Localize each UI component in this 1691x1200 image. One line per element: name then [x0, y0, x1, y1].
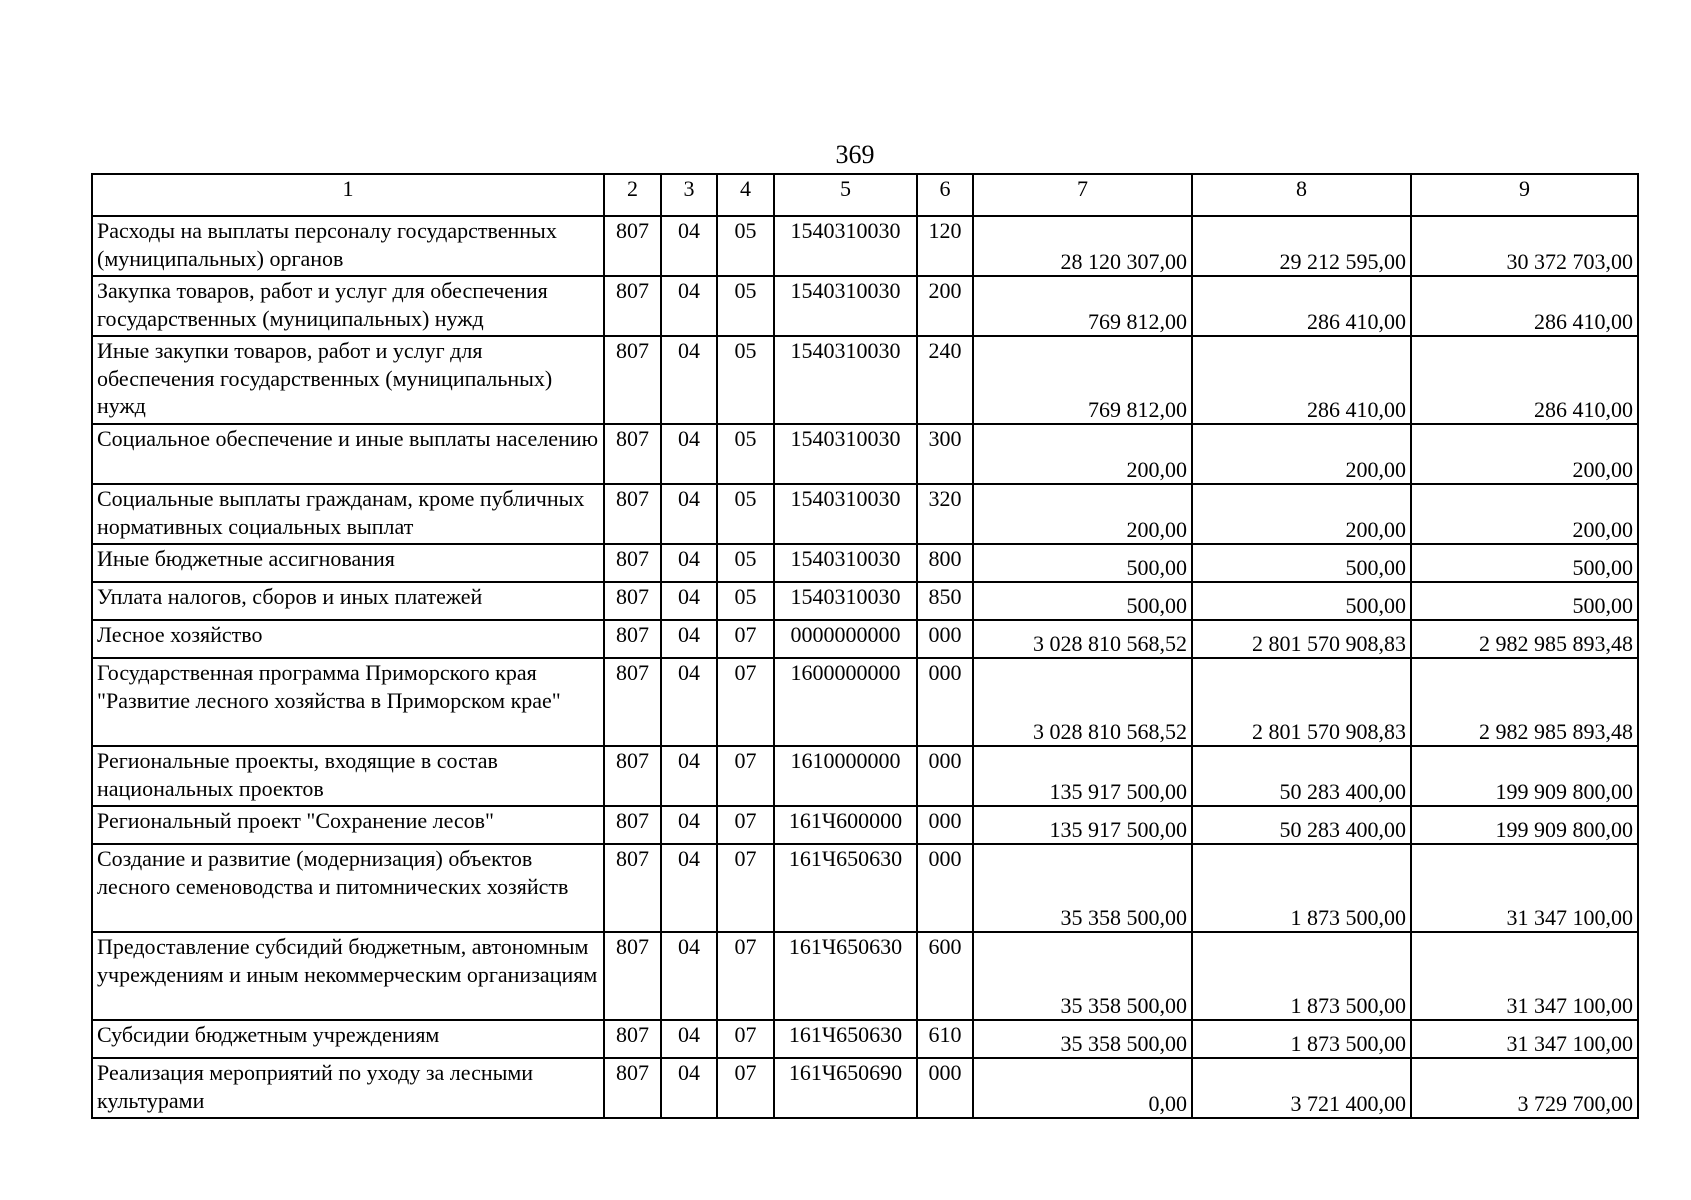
- table-row: [92, 544, 1638, 582]
- code-cell: 1540310030: [774, 276, 917, 336]
- code-cell: 04: [661, 746, 717, 806]
- code-cell: 04: [661, 806, 717, 844]
- table-row: [92, 806, 1638, 844]
- amount-cell: 31 347 100,00: [1411, 932, 1638, 1020]
- code-cell: 04: [661, 658, 717, 746]
- amount-cell: 2 801 570 908,83: [1192, 620, 1411, 658]
- code-cell: 610: [917, 1020, 973, 1058]
- row-name: Лесное хозяйство: [92, 620, 604, 658]
- code-cell: 04: [661, 336, 717, 424]
- amount-cell: 200,00: [1192, 424, 1411, 484]
- row-name: Субсидии бюджетным учреждениям: [92, 1020, 604, 1058]
- code-cell: 807: [604, 932, 661, 1020]
- amount-cell: 286 410,00: [1411, 276, 1638, 336]
- amount-cell: 3 028 810 568,52: [973, 620, 1192, 658]
- table-row: [92, 484, 1638, 544]
- amount-cell: 200,00: [1192, 484, 1411, 544]
- amount-cell: 500,00: [973, 544, 1192, 582]
- code-cell: 07: [717, 806, 774, 844]
- code-cell: 04: [661, 1058, 717, 1118]
- code-cell: 1600000000: [774, 658, 917, 746]
- table-row: [92, 658, 1638, 746]
- code-cell: 04: [661, 424, 717, 484]
- code-cell: 1540310030: [774, 484, 917, 544]
- code-cell: 1540310030: [774, 216, 917, 276]
- row-name: Социальное обеспечение и иные выплаты населению: [92, 424, 604, 484]
- amount-cell: 286 410,00: [1411, 336, 1638, 424]
- code-cell: 800: [917, 544, 973, 582]
- amount-cell: 500,00: [1411, 544, 1638, 582]
- code-cell: 807: [604, 1058, 661, 1118]
- code-cell: 05: [717, 336, 774, 424]
- amount-cell: 30 372 703,00: [1411, 216, 1638, 276]
- code-cell: 200: [917, 276, 973, 336]
- amount-cell: 286 410,00: [1192, 336, 1411, 424]
- amount-cell: 199 909 800,00: [1411, 806, 1638, 844]
- code-cell: 807: [604, 1020, 661, 1058]
- amount-cell: 500,00: [1192, 582, 1411, 620]
- code-cell: 04: [661, 484, 717, 544]
- code-cell: 05: [717, 216, 774, 276]
- amount-cell: 50 283 400,00: [1192, 806, 1411, 844]
- column-header: 7: [973, 174, 1192, 216]
- code-cell: 807: [604, 844, 661, 932]
- amount-cell: 199 909 800,00: [1411, 746, 1638, 806]
- code-cell: 161Ч650630: [774, 932, 917, 1020]
- code-cell: 05: [717, 424, 774, 484]
- code-cell: 000: [917, 806, 973, 844]
- amount-cell: 200,00: [973, 424, 1192, 484]
- code-cell: 600: [917, 932, 973, 1020]
- code-cell: 07: [717, 746, 774, 806]
- row-name: Реализация мероприятий по уходу за лесными культурами: [92, 1058, 604, 1118]
- code-cell: 05: [717, 276, 774, 336]
- column-header: 8: [1192, 174, 1411, 216]
- code-cell: 000: [917, 844, 973, 932]
- code-cell: 161Ч600000: [774, 806, 917, 844]
- amount-cell: 2 801 570 908,83: [1192, 658, 1411, 746]
- code-cell: 161Ч650690: [774, 1058, 917, 1118]
- code-cell: 07: [717, 658, 774, 746]
- amount-cell: 135 917 500,00: [973, 806, 1192, 844]
- header-row: [92, 174, 1638, 216]
- table-row: [92, 932, 1638, 1020]
- amount-cell: 35 358 500,00: [973, 1020, 1192, 1058]
- code-cell: 04: [661, 844, 717, 932]
- amount-cell: 769 812,00: [973, 276, 1192, 336]
- code-cell: 05: [717, 484, 774, 544]
- row-name: Уплата налогов, сборов и иных платежей: [92, 582, 604, 620]
- code-cell: 07: [717, 932, 774, 1020]
- amount-cell: 31 347 100,00: [1411, 1020, 1638, 1058]
- column-header: 9: [1411, 174, 1638, 216]
- code-cell: 240: [917, 336, 973, 424]
- budget-table: [91, 173, 1639, 1119]
- table-row: [92, 424, 1638, 484]
- code-cell: 161Ч650630: [774, 1020, 917, 1058]
- page-number: 369: [835, 140, 875, 169]
- row-name: Государственная программа Приморского края "Развитие лесного хозяйства в Приморском крае": [92, 658, 604, 746]
- code-cell: 850: [917, 582, 973, 620]
- amount-cell: 500,00: [1411, 582, 1638, 620]
- row-name: Расходы на выплаты персоналу государственных (муниципальных) органов: [92, 216, 604, 276]
- column-header: 3: [661, 174, 717, 216]
- amount-cell: 50 283 400,00: [1192, 746, 1411, 806]
- table-row: [92, 336, 1638, 424]
- amount-cell: 500,00: [1192, 544, 1411, 582]
- code-cell: 320: [917, 484, 973, 544]
- code-cell: 04: [661, 620, 717, 658]
- table-row: [92, 620, 1638, 658]
- amount-cell: 200,00: [1411, 424, 1638, 484]
- row-name: Предоставление субсидий бюджетным, автономным учреждениям и иным некоммерческим организациям: [92, 932, 604, 1020]
- code-cell: 0000000000: [774, 620, 917, 658]
- amount-cell: 35 358 500,00: [973, 932, 1192, 1020]
- amount-cell: 200,00: [1411, 484, 1638, 544]
- code-cell: 04: [661, 216, 717, 276]
- code-cell: 807: [604, 216, 661, 276]
- amount-cell: 28 120 307,00: [973, 216, 1192, 276]
- table-row: [92, 216, 1638, 276]
- code-cell: 07: [717, 1020, 774, 1058]
- code-cell: 807: [604, 806, 661, 844]
- table-row: [92, 746, 1638, 806]
- column-header: 1: [92, 174, 604, 216]
- table-row: [92, 276, 1638, 336]
- amount-cell: 31 347 100,00: [1411, 844, 1638, 932]
- code-cell: 04: [661, 544, 717, 582]
- code-cell: 05: [717, 544, 774, 582]
- row-name: Создание и развитие (модернизация) объектов лесного семеноводства и питомнических хозяйств: [92, 844, 604, 932]
- code-cell: 04: [661, 582, 717, 620]
- code-cell: 000: [917, 658, 973, 746]
- code-cell: 04: [661, 932, 717, 1020]
- amount-cell: 500,00: [973, 582, 1192, 620]
- amount-cell: 0,00: [973, 1058, 1192, 1118]
- code-cell: 1540310030: [774, 424, 917, 484]
- code-cell: 07: [717, 620, 774, 658]
- code-cell: 000: [917, 620, 973, 658]
- code-cell: 04: [661, 276, 717, 336]
- amount-cell: 769 812,00: [973, 336, 1192, 424]
- amount-cell: 1 873 500,00: [1192, 1020, 1411, 1058]
- amount-cell: 200,00: [973, 484, 1192, 544]
- code-cell: 807: [604, 544, 661, 582]
- amount-cell: 3 721 400,00: [1192, 1058, 1411, 1118]
- code-cell: 1540310030: [774, 544, 917, 582]
- amount-cell: 29 212 595,00: [1192, 216, 1411, 276]
- row-name: Социальные выплаты гражданам, кроме публичных нормативных социальных выплат: [92, 484, 604, 544]
- amount-cell: 2 982 985 893,48: [1411, 658, 1638, 746]
- code-cell: 161Ч650630: [774, 844, 917, 932]
- table-row: [92, 582, 1638, 620]
- code-cell: 07: [717, 1058, 774, 1118]
- amount-cell: 35 358 500,00: [973, 844, 1192, 932]
- column-header: 6: [917, 174, 973, 216]
- amount-cell: 3 729 700,00: [1411, 1058, 1638, 1118]
- amount-cell: 1 873 500,00: [1192, 932, 1411, 1020]
- code-cell: 807: [604, 276, 661, 336]
- row-name: Иные бюджетные ассигнования: [92, 544, 604, 582]
- column-header: 4: [717, 174, 774, 216]
- code-cell: 807: [604, 582, 661, 620]
- row-name: Региональный проект "Сохранение лесов": [92, 806, 604, 844]
- column-header: 2: [604, 174, 661, 216]
- table-row: [92, 844, 1638, 932]
- amount-cell: 286 410,00: [1192, 276, 1411, 336]
- row-name: Иные закупки товаров, работ и услуг для обеспечения государственных (муниципальных) нужд: [92, 336, 604, 424]
- amount-cell: 2 982 985 893,48: [1411, 620, 1638, 658]
- code-cell: 807: [604, 658, 661, 746]
- code-cell: 1610000000: [774, 746, 917, 806]
- code-cell: 1540310030: [774, 582, 917, 620]
- amount-cell: 3 028 810 568,52: [973, 658, 1192, 746]
- column-header: 5: [774, 174, 917, 216]
- row-name: Региональные проекты, входящие в состав национальных проектов: [92, 746, 604, 806]
- code-cell: 807: [604, 484, 661, 544]
- row-name: Закупка товаров, работ и услуг для обеспечения государственных (муниципальных) нужд: [92, 276, 604, 336]
- table-row: [92, 1058, 1638, 1118]
- code-cell: 000: [917, 1058, 973, 1118]
- code-cell: 807: [604, 620, 661, 658]
- code-cell: 120: [917, 216, 973, 276]
- code-cell: 807: [604, 746, 661, 806]
- code-cell: 000: [917, 746, 973, 806]
- table-row: [92, 1020, 1638, 1058]
- code-cell: 05: [717, 582, 774, 620]
- code-cell: 300: [917, 424, 973, 484]
- code-cell: 07: [717, 844, 774, 932]
- amount-cell: 1 873 500,00: [1192, 844, 1411, 932]
- amount-cell: 135 917 500,00: [973, 746, 1192, 806]
- code-cell: 1540310030: [774, 336, 917, 424]
- code-cell: 807: [604, 424, 661, 484]
- code-cell: 807: [604, 336, 661, 424]
- code-cell: 04: [661, 1020, 717, 1058]
